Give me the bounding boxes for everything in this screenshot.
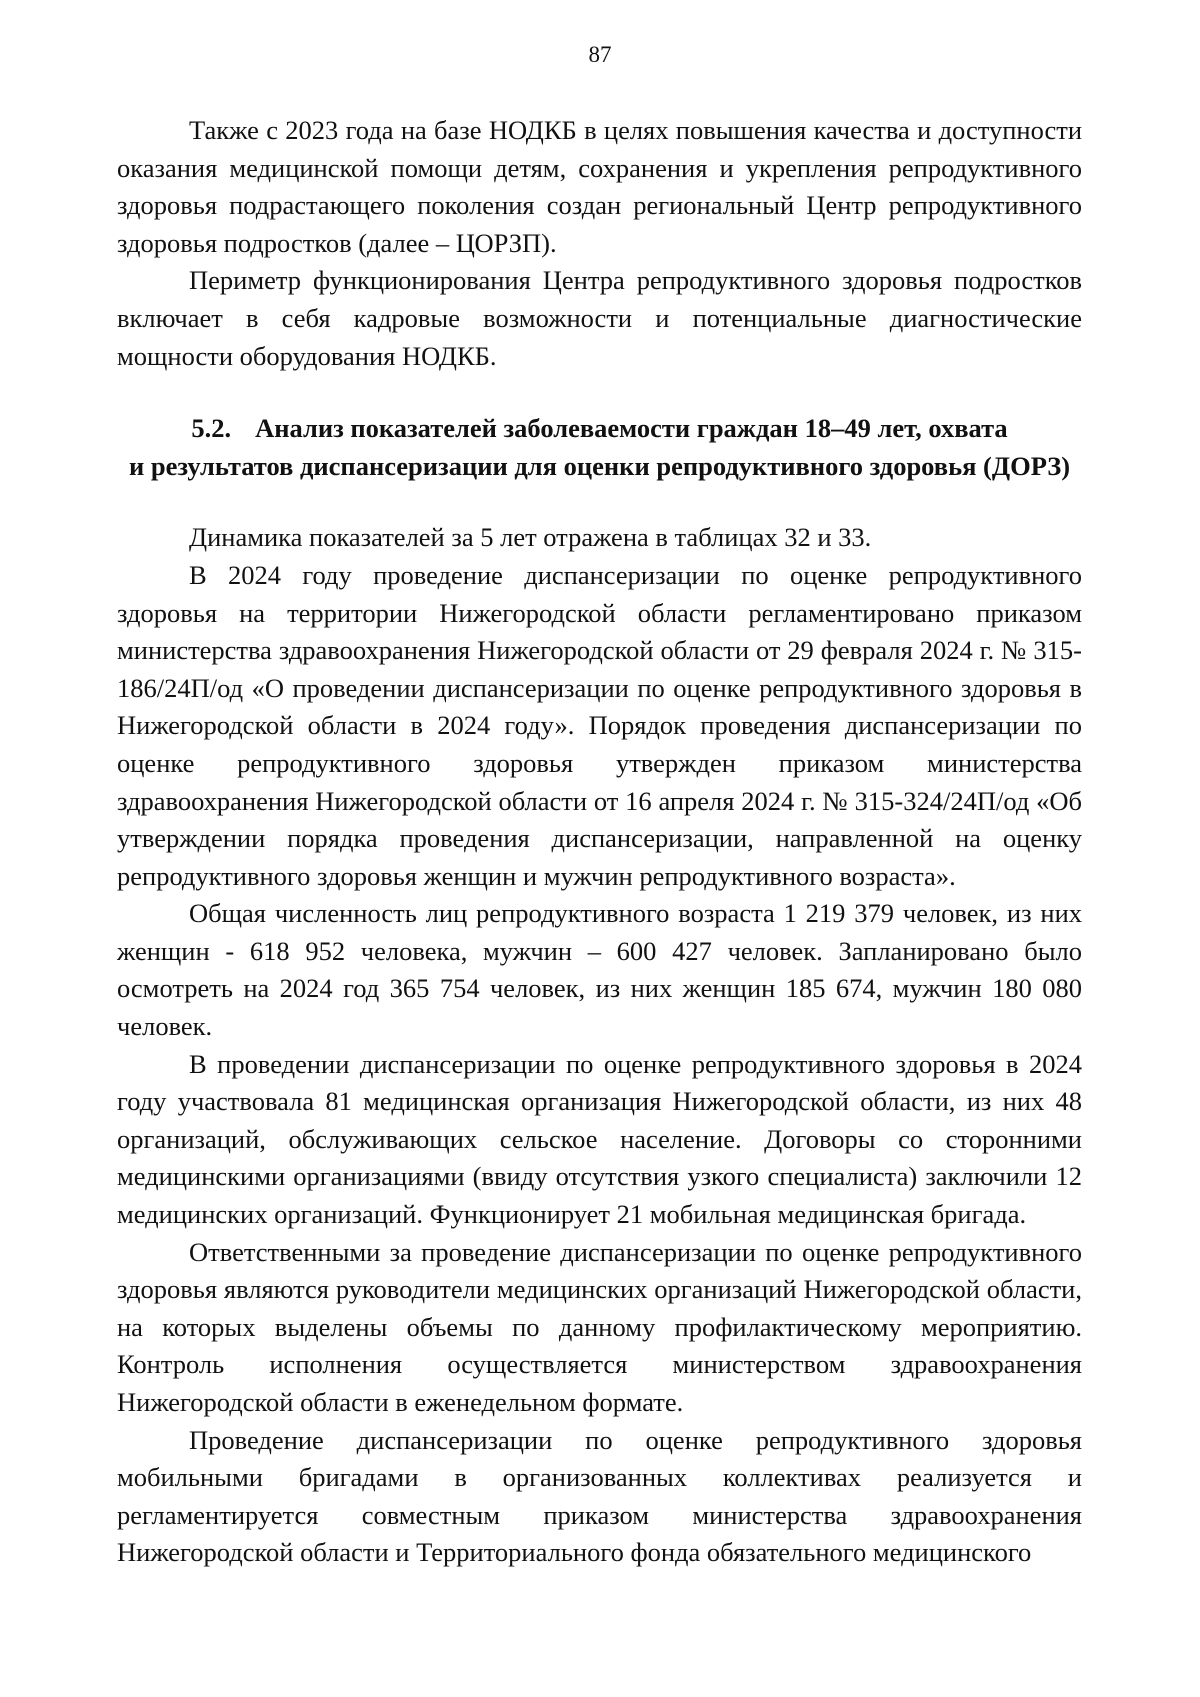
- section-heading: [117, 410, 1082, 485]
- paragraph-dynamics: Динамика показателей за 5 лет отражена в таблицах 32 и 33.: [189, 522, 872, 553]
- paragraph-center-founding: Также с 2023 года на базе НОДКБ в целях повышения качества и доступности оказания медицинской помощи детям, сохранения и укрепления репродуктивного здоровья подрастающего поколения создан региональный Центр репродуктивного здоровья подростков (далее – ЦОРЗП).: [117, 115, 1082, 258]
- paragraph-organizations: В проведении диспансеризации по оценке репродуктивного здоровья в 2024 году участвовала 81 медицинская организация Нижегородской области, из них 48 организаций, обслуживающих сельское население. Договоры со сторонними медицинскими организациями (ввиду отсутствия узкого специалиста) заключили 12 медицинских организаций. Функционирует 21 мобильная медицинская бригада.: [117, 1048, 1082, 1230]
- section-title-line-1: Анализ показателей заболеваемости граждан 18–49 лет, охвата: [255, 413, 1008, 444]
- section-number: 5.2.: [191, 413, 232, 444]
- paragraph-responsibility: Ответственными за проведение диспансеризации по оценке репродуктивного здоровья являются руководители медицинских организаций Нижегородской области, на которых выделены объемы по данному профилактическому мероприятию. Контроль исполнения осуществляется министерством здравоохранения Нижегородской области в еженедельном формате.: [117, 1236, 1082, 1417]
- section-heading-line-1: [117, 410, 1082, 448]
- paragraph-regulation: В 2024 году проведение диспансеризации по оценке репродуктивного здоровья на территории Нижегородской области регламентировано приказом министерства здравоохранения Нижегородской области от 29 февраля 2024 г. № 315-186/24П/од «О проведении диспансеризации по оценке репродуктивного здоровья в Нижегородской области в 2024 году». Порядок проведения диспансеризации по оценке репродуктивного здоровья утвержден приказом министерства здравоохранения Нижегородской области от 16 апреля 2024 г. № 315-324/24П/од «Об утверждении порядка проведения диспансеризации, направленной на оценку репродуктивного здоровья женщин и мужчин репродуктивного возраста».: [117, 559, 1082, 891]
- paragraph-population: Общая численность лиц репродуктивного возраста 1 219 379 человек, из них женщин - 618 952 человека, мужчин – 600 427 человек. Запланировано было осмотреть на 2024 год 365 754 человек, из них женщин 185 674, мужчин 180 080 человек.: [117, 898, 1082, 1042]
- paragraph-center-perimeter: Периметр функционирования Центра репродуктивного здоровья подростков включает в себя кадровые возможности и потенциальные диагностические мощности оборудования НОДКБ.: [117, 265, 1082, 371]
- paragraph-mobile-teams: Проведение диспансеризации по оценке репродуктивного здоровья мобильными бригадами в организованных коллективах реализуется и регламентируется совместным приказом министерства здравоохранения Нижегородской области и Территориального фонда обязательного медицинского: [117, 1424, 1082, 1568]
- page-content: [117, 112, 1082, 1572]
- section-title-line-2: и результатов диспансеризации для оценки репродуктивного здоровья (ДОРЗ): [128, 450, 1071, 481]
- page-number: 87: [588, 42, 612, 67]
